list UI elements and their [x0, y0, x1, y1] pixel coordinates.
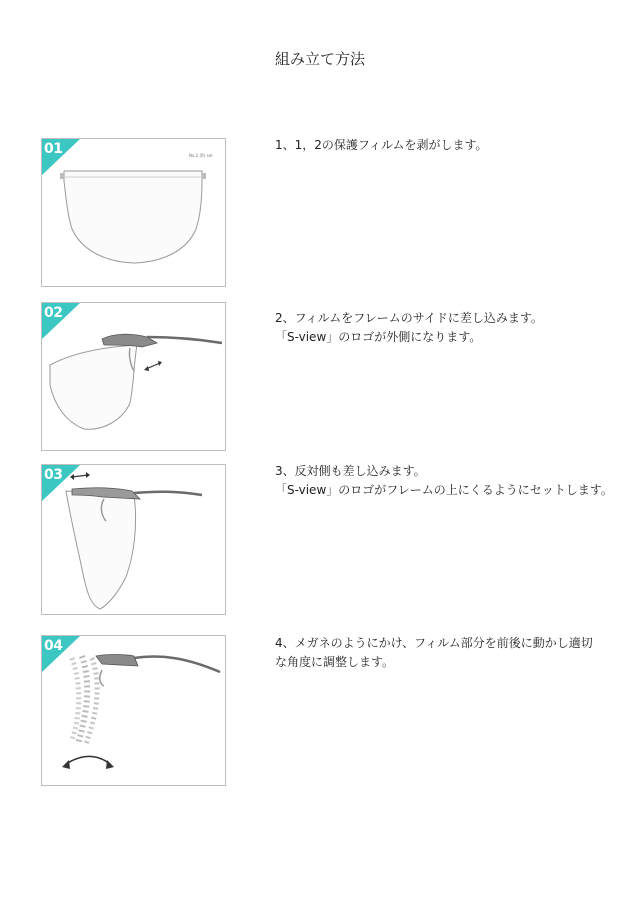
- step-3-illustration: [41, 464, 226, 615]
- step-2-text: [275, 309, 625, 347]
- step-4-text: [275, 634, 625, 672]
- opposite-side-illustration: [42, 465, 225, 614]
- step-4-line-2: な角度に調整します。: [275, 655, 395, 669]
- step-number: 04: [44, 638, 63, 654]
- step-1-illustration: [41, 138, 226, 287]
- step-3-text: [275, 462, 625, 500]
- page-title: 組み立て方法: [274, 50, 365, 68]
- step-1-line-1: 1、1，2の保護フィルムを剥がします。: [275, 138, 488, 152]
- angle-adjust-illustration: [42, 636, 225, 785]
- step-1-text: [275, 136, 625, 155]
- step-number: 02: [44, 305, 63, 321]
- step-2-line-1: 2、フィルムをフレームのサイドに差し込みます。: [275, 311, 543, 325]
- film-sheet-illustration: [42, 139, 225, 286]
- step-2-line-2: 「S-view」のロゴが外側になります。: [275, 330, 482, 344]
- step-number: 01: [44, 141, 63, 157]
- step-3-line-1: 3、反対側も差し込みます。: [275, 464, 426, 478]
- step-number: 03: [44, 467, 63, 483]
- step-3-line-2: 「S-view」のロゴがフレームの上にくるようにセットします。: [275, 483, 613, 497]
- step-4-line-1: 4、メガネのようにかけ、フィルム部分を前後に動かし適切: [275, 636, 593, 650]
- step-2-illustration: [41, 302, 226, 451]
- frame-insert-illustration: [42, 303, 225, 450]
- film-label: No.2 (R) sel.: [189, 153, 214, 158]
- step-4-illustration: [41, 635, 226, 786]
